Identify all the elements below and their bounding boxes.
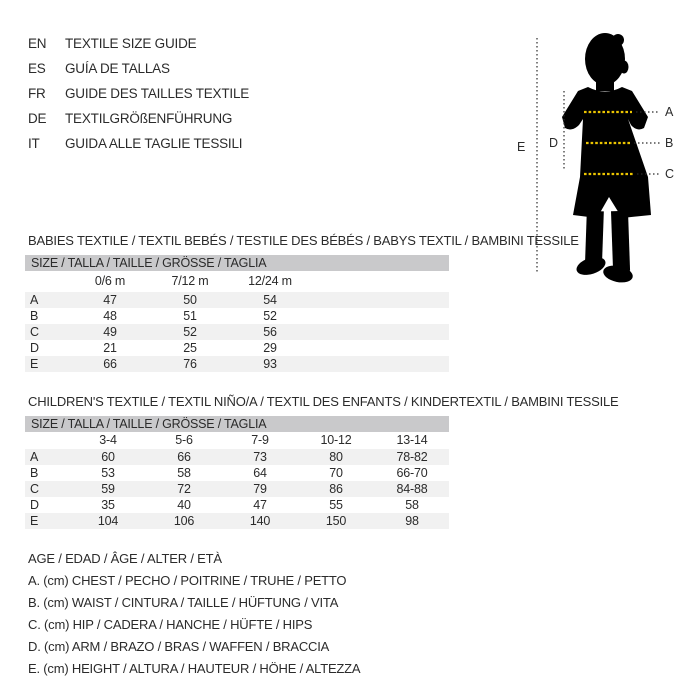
child-silhouette-figure	[500, 25, 700, 330]
marker-label-a: A	[665, 105, 674, 119]
marker-label-e: E	[517, 140, 526, 154]
language-code: ES	[28, 61, 46, 76]
row-label: E	[30, 357, 39, 371]
value-cell: 93	[263, 357, 277, 371]
value-cell: 70	[329, 466, 343, 480]
value-cell: 25	[183, 341, 197, 355]
language-title: GUIDE DES TAILLES TEXTILE	[65, 86, 250, 101]
legend-line-waist: B. (cm) WAIST / CINTURA / TAILLE / HÜFTUNG / VITA	[28, 595, 339, 610]
measurement-figure	[500, 25, 700, 330]
row-label: E	[30, 514, 39, 528]
children-row-d	[25, 497, 449, 513]
value-cell: 47	[103, 293, 117, 307]
value-cell: 73	[253, 450, 267, 464]
empty-cell	[25, 432, 70, 449]
value-cell: 55	[329, 498, 343, 512]
value-cell: 58	[405, 498, 419, 512]
value-cell: 106	[173, 514, 195, 528]
value-cell: 56	[263, 325, 277, 339]
children-column-header-row	[25, 432, 449, 449]
measurement-legend	[28, 548, 360, 680]
children-section-title: CHILDREN'S TEXTILE / TEXTIL NIÑO/A / TEXTIL DES ENFANTS / KINDERTEXTIL / BAMBINI TESSILE	[28, 394, 619, 409]
value-cell: 58	[177, 466, 191, 480]
value-cell: 86	[329, 482, 343, 496]
empty-cell	[25, 271, 70, 292]
babies-size-table	[25, 255, 449, 372]
value-cell: 50	[183, 293, 197, 307]
value-cell: 150	[325, 514, 347, 528]
row-label: C	[30, 482, 39, 496]
row-label: B	[30, 309, 39, 323]
value-cell: 76	[183, 357, 197, 371]
babies-column-header: 0/6 m	[94, 274, 126, 288]
value-cell: 48	[103, 309, 117, 323]
legend-line-chest: A. (cm) CHEST / PECHO / POITRINE / TRUHE / PETTO	[28, 573, 347, 588]
value-cell: 29	[263, 341, 277, 355]
language-title-list	[28, 31, 249, 156]
children-row-c	[25, 481, 449, 497]
row-label: B	[30, 466, 39, 480]
value-cell: 54	[263, 293, 277, 307]
value-cell: 49	[103, 325, 117, 339]
children-column-header: 10-12	[320, 433, 352, 447]
value-cell: 66-70	[396, 466, 428, 480]
row-label: D	[30, 498, 39, 512]
value-cell: 35	[101, 498, 115, 512]
children-size-header-bar: SIZE / TALLA / TAILLE / GRÖSSE / TAGLIA	[25, 416, 449, 432]
language-code: DE	[28, 111, 47, 126]
marker-label-d: D	[549, 136, 558, 150]
language-title: TEXTILGRÖßENFÜHRUNG	[65, 111, 233, 126]
language-row-de	[28, 106, 249, 131]
value-cell: 60	[101, 450, 115, 464]
legend-line-age: AGE / EDAD / ÂGE / ALTER / ETÀ	[28, 551, 222, 566]
language-row-fr	[28, 81, 249, 106]
legend-line-hip: C. (cm) HIP / CADERA / HANCHE / HÜFTE / HIPS	[28, 617, 313, 632]
babies-row-b	[25, 308, 449, 324]
value-cell: 53	[101, 466, 115, 480]
language-title: GUIDA ALLE TAGLIE TESSILI	[65, 136, 243, 151]
children-column-header: 5-6	[175, 433, 193, 447]
marker-label-b: B	[665, 136, 674, 150]
language-title: GUÍA DE TALLAS	[65, 61, 170, 76]
language-code: FR	[28, 86, 46, 101]
row-label: C	[30, 325, 39, 339]
value-cell: 84-88	[396, 482, 428, 496]
babies-row-c	[25, 324, 449, 340]
value-cell: 80	[329, 450, 343, 464]
legend-line-height: E. (cm) HEIGHT / ALTURA / HAUTEUR / HÖHE / ALTEZZA	[28, 661, 361, 676]
children-column-header: 3-4	[99, 433, 117, 447]
children-row-a	[25, 449, 449, 465]
value-cell: 104	[97, 514, 119, 528]
value-cell: 79	[253, 482, 267, 496]
children-column-header: 7-9	[251, 433, 269, 447]
value-cell: 78-82	[396, 450, 428, 464]
babies-column-header-row	[25, 271, 449, 292]
babies-column-header: 7/12 m	[171, 274, 209, 288]
language-code: EN	[28, 36, 47, 51]
babies-column-header: 12/24 m	[248, 274, 292, 288]
babies-row-d	[25, 340, 449, 356]
children-row-b	[25, 465, 449, 481]
children-row-e	[25, 513, 449, 529]
children-size-table	[25, 416, 449, 529]
value-cell: 40	[177, 498, 191, 512]
language-row-en	[28, 31, 249, 56]
row-label: A	[30, 450, 39, 464]
language-row-it	[28, 131, 249, 156]
language-row-es	[28, 56, 249, 81]
value-cell: 51	[183, 309, 197, 323]
language-code: IT	[28, 136, 40, 151]
value-cell: 98	[405, 514, 419, 528]
value-cell: 47	[253, 498, 267, 512]
value-cell: 140	[249, 514, 271, 528]
marker-label-c: C	[665, 167, 674, 181]
babies-row-a	[25, 292, 449, 308]
value-cell: 66	[177, 450, 191, 464]
value-cell: 52	[183, 325, 197, 339]
babies-section-title: BABIES TEXTILE / TEXTIL BEBÉS / TESTILE DES BÉBÉS / BABYS TEXTIL / BAMBINI TESSILE	[28, 233, 579, 248]
row-label: A	[30, 293, 39, 307]
row-label: D	[30, 341, 39, 355]
babies-row-e	[25, 356, 449, 372]
value-cell: 66	[103, 357, 117, 371]
value-cell: 64	[253, 466, 267, 480]
babies-size-header-bar: SIZE / TALLA / TAILLE / GRÖSSE / TAGLIA	[25, 255, 449, 271]
value-cell: 52	[263, 309, 277, 323]
children-column-header: 13-14	[396, 433, 428, 447]
language-title: TEXTILE SIZE GUIDE	[65, 36, 197, 51]
value-cell: 21	[103, 341, 117, 355]
legend-line-arm: D. (cm) ARM / BRAZO / BRAS / WAFFEN / BRACCIA	[28, 639, 330, 654]
value-cell: 59	[101, 482, 115, 496]
value-cell: 72	[177, 482, 191, 496]
